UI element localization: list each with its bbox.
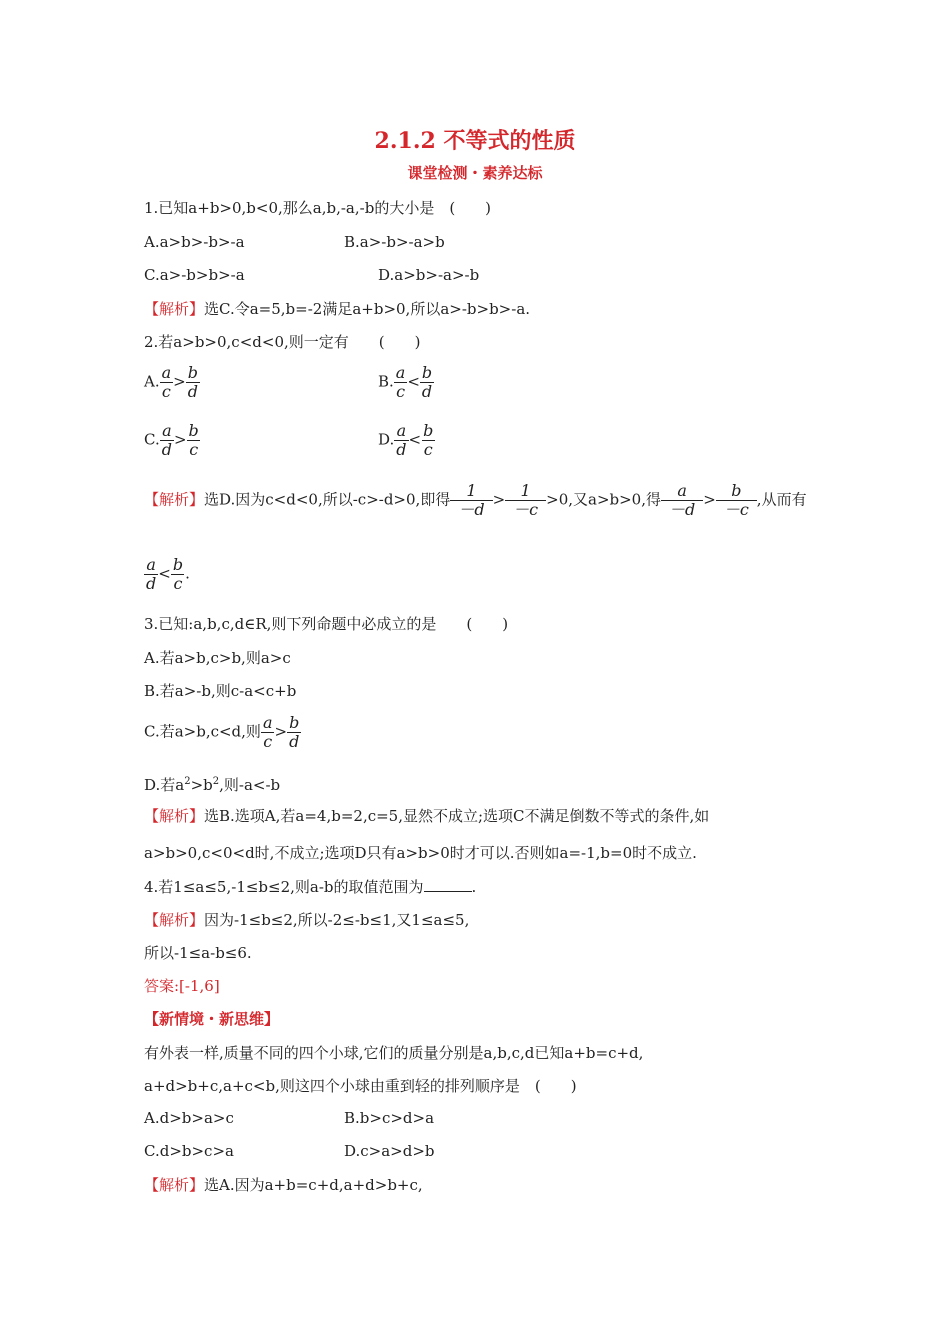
answer-blank [424, 891, 472, 892]
section-subtitle: 课堂检测・素养达标 [407, 164, 543, 182]
q5-stem-line2: a+d>b+c,a+c<b,则这四个小球由重到轻的排列顺序是 ( ) [144, 1077, 577, 1095]
q5-option-d: D.c>a>d>b [344, 1142, 435, 1160]
q3-option-d: D.若$a^2>b^2$,则-a<-b [144, 776, 281, 794]
q1-option-b: B.a>-b>-a>b [344, 233, 445, 251]
q2-option-c: C. $\frac{a}{d}$ > $\frac{b}{c}$ [144, 421, 199, 459]
q3-analysis-line2: a>b>0,c<0<d时,不成立;选项D只有a>b>0时才可以.否则如a=-1,b=0时不成立. [144, 844, 697, 862]
q1-option-a: A.a>b>-b>-a [144, 233, 245, 251]
q3-option-b: B.若a>-b,则c-a<c+b [144, 682, 297, 700]
q5-analysis: 【解析】选A.因为a+b=c+d,a+d>b+c, [144, 1176, 423, 1194]
q3-option-c: C.若a>b,c<d,则 $\frac{a}{c}$ > $\frac{b}{d}$ [144, 713, 300, 751]
q2-analysis-conclusion: $\frac{a}{d}$ < $\frac{b}{c}$ . [146, 555, 190, 593]
q1-option-c: C.a>-b>b>-a [144, 266, 245, 284]
q4-analysis: 【解析】因为-1≤b≤2,所以-2≤-b≤1,又1≤a≤5, [144, 911, 470, 929]
q5-option-a: A.d>b>a>c [144, 1109, 234, 1127]
q3-stem: 3.已知:a,b,c,d∈R,则下列命题中必成立的是 ( ) [144, 615, 509, 633]
page-title: 2.1.2 不等式的性质 [374, 128, 576, 154]
q1-option-d: D.a>b>-a>-b [378, 266, 480, 284]
q1-analysis [144, 299, 530, 319]
q5-stem-line1: 有外表一样,质量不同的四个小球,它们的质量分别是a,b,c,d已知a+b=c+d, [144, 1044, 644, 1062]
new-situation-header: 【新情境・新思维】 [144, 1010, 280, 1028]
q5-option-b: B.b>c>d>a [344, 1109, 435, 1127]
q4-stem: 4.若1≤a≤5,-1≤b≤2,则a-b的取值范围为 . [144, 878, 477, 896]
q1-analysis-text: 选C.令a=5,b=-2满足a+b>0,所以a>-b>b>-a. [204, 300, 531, 318]
q2-analysis: 【解析】选D.因为c<d<0,所以-c>-d>0,即得 $\frac{1}{-d}$ > $\frac{1}{-c}$ >0,又a>b>0,得 $\frac{a}{-d}$ > $\frac{b}{-c}$ ,从而有 [144, 481, 807, 519]
q2-stem: 2.若a>b>0,c<d<0,则一定有 ( ) [144, 333, 421, 351]
q4-analysis-line2: 所以-1≤a-b≤6. [144, 944, 252, 962]
q3-option-a: A.若a>b,c>b,则a>c [144, 649, 291, 667]
q2-option-a: A. $\frac{a}{c}$ > $\frac{b}{d}$ [144, 363, 198, 401]
q2-option-d: D. $\frac{a}{d}$ < $\frac{b}{c}$ [378, 421, 434, 459]
q1-stem: 1.已知a+b>0,b<0,那么a,b,-a,-b的大小是 ( ) [144, 199, 492, 217]
q3-analysis: 【解析】选B.选项A,若a=4,b=2,c=5,显然不成立;选项C不满足倒数不等式的条件,如 [144, 807, 710, 825]
q2-option-b: B. $\frac{a}{c}$ < $\frac{b}{d}$ [378, 363, 433, 401]
analysis-tag: 【解析】 [144, 300, 205, 318]
q4-answer: 答案:[-1,6] [144, 977, 220, 995]
q5-option-c: C.d>b>c>a [144, 1142, 234, 1160]
